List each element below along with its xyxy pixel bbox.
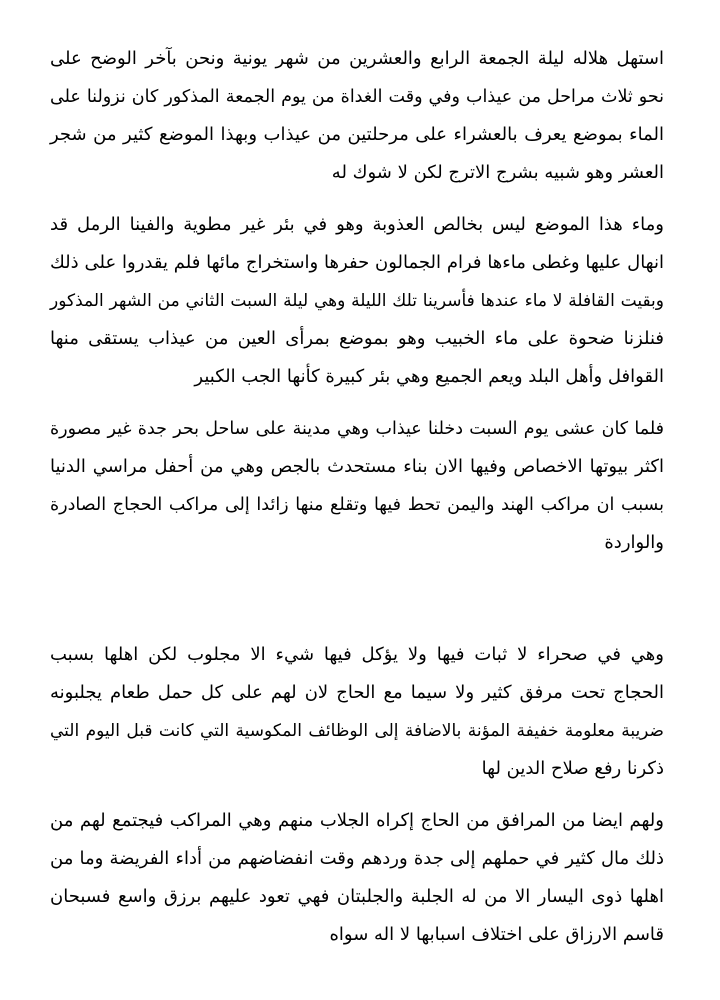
text-line: الماء بموضع يعرف بالعشراء على مرحلتين من عيذاب وبهذا الموضع كثير من شجر <box>50 124 664 145</box>
text-line: العشر وهو شبيه بشرج الاترج لكن لا شوك له <box>331 162 664 183</box>
paragraph-spacer <box>50 788 664 802</box>
paragraph-3 <box>50 410 664 562</box>
text-line: وهي في صحراء لا ثبات فيها ولا يؤكل فيها شيء الا مجلوب لكن اهلها بسبب <box>50 644 664 665</box>
text-line: نحو ثلاث مراحل من عيذاب وفي وقت الغداة من يوم الجمعة المذكور كان نزولنا على <box>50 87 664 107</box>
paragraph-spacer <box>50 396 664 410</box>
paragraph-4 <box>50 636 664 788</box>
text-line: ذكرنا رفع صلاح الدين لها <box>481 758 664 779</box>
paragraph-2 <box>50 206 664 396</box>
paragraph-1 <box>50 40 664 192</box>
text-line: انهال عليها وغطى ماءها فرام الجمالون حفرها واستخراج مائها فلم يقدروا على ذلك <box>50 252 664 273</box>
paragraph-5 <box>50 802 664 954</box>
text-line: اكثر بيوتها الاخصاص وفيها الان بناء مستحدث بالجص وهي من أحفل مراسي الدنيا <box>50 456 664 477</box>
text-line: ضريبة معلومة خفيفة المؤنة بالاضافة إلى الوظائف المكوسية التي كانت قبل اليوم التي <box>50 721 664 741</box>
text-line: ذلك مال كثير في حملهم إلى جدة وردهم وقت انفضاضهم من أداء الفريضة وما من <box>50 848 664 869</box>
text-line: القوافل وأهل البلد ويعم الجميع وهي بئر كبيرة كأنها الجب الكبير <box>194 366 664 387</box>
text-line: والواردة <box>604 532 664 553</box>
section-spacer <box>50 562 664 636</box>
text-line: وماء هذا الموضع ليس بخالص العذوبة وهو في بئر غير مطوية والفينا الرمل قد <box>50 214 664 235</box>
text-line: فلما كان عشى يوم السبت دخلنا عيذاب وهي مدينة على ساحل بحر جدة غير مصورة <box>50 419 664 439</box>
text-line: استهل هلاله ليلة الجمعة الرابع والعشرين من شهر يونية ونحن بآخر الوضح على <box>50 48 664 69</box>
text-line: اهلها ذوى اليسار الا من له الجلبة والجلبتان فهي تعود عليهم برزق واسع فسبحان <box>50 886 664 907</box>
text-line: ولهم ايضا من المرافق من الحاج إكراه الجلاب منهم وهي المراكب فيجتمع لهم من <box>50 810 664 831</box>
text-line: قاسم الارزاق على اختلاف اسبابها لا اله سواه <box>329 924 664 945</box>
text-line: الحجاج تحت مرفق كثير ولا سيما مع الحاج لان لهم على كل حمل طعام يجلبونه <box>50 682 664 703</box>
paragraph-spacer <box>50 192 664 206</box>
text-line: وبقيت القافلة لا ماء عندها فأسرينا تلك الليلة وهي ليلة السبت الثاني من الشهر المذكور <box>50 291 664 311</box>
text-line: فنلزنا ضحوة على ماء الخبيب وهو بموضع بمرأى العين من عيذاب يستقى منها <box>50 328 664 349</box>
text-line: بسبب ان مراكب الهند واليمن تحط فيها وتقلع منها زائدا إلى مراكب الحجاج الصادرة <box>50 495 664 515</box>
document-page <box>50 40 664 954</box>
